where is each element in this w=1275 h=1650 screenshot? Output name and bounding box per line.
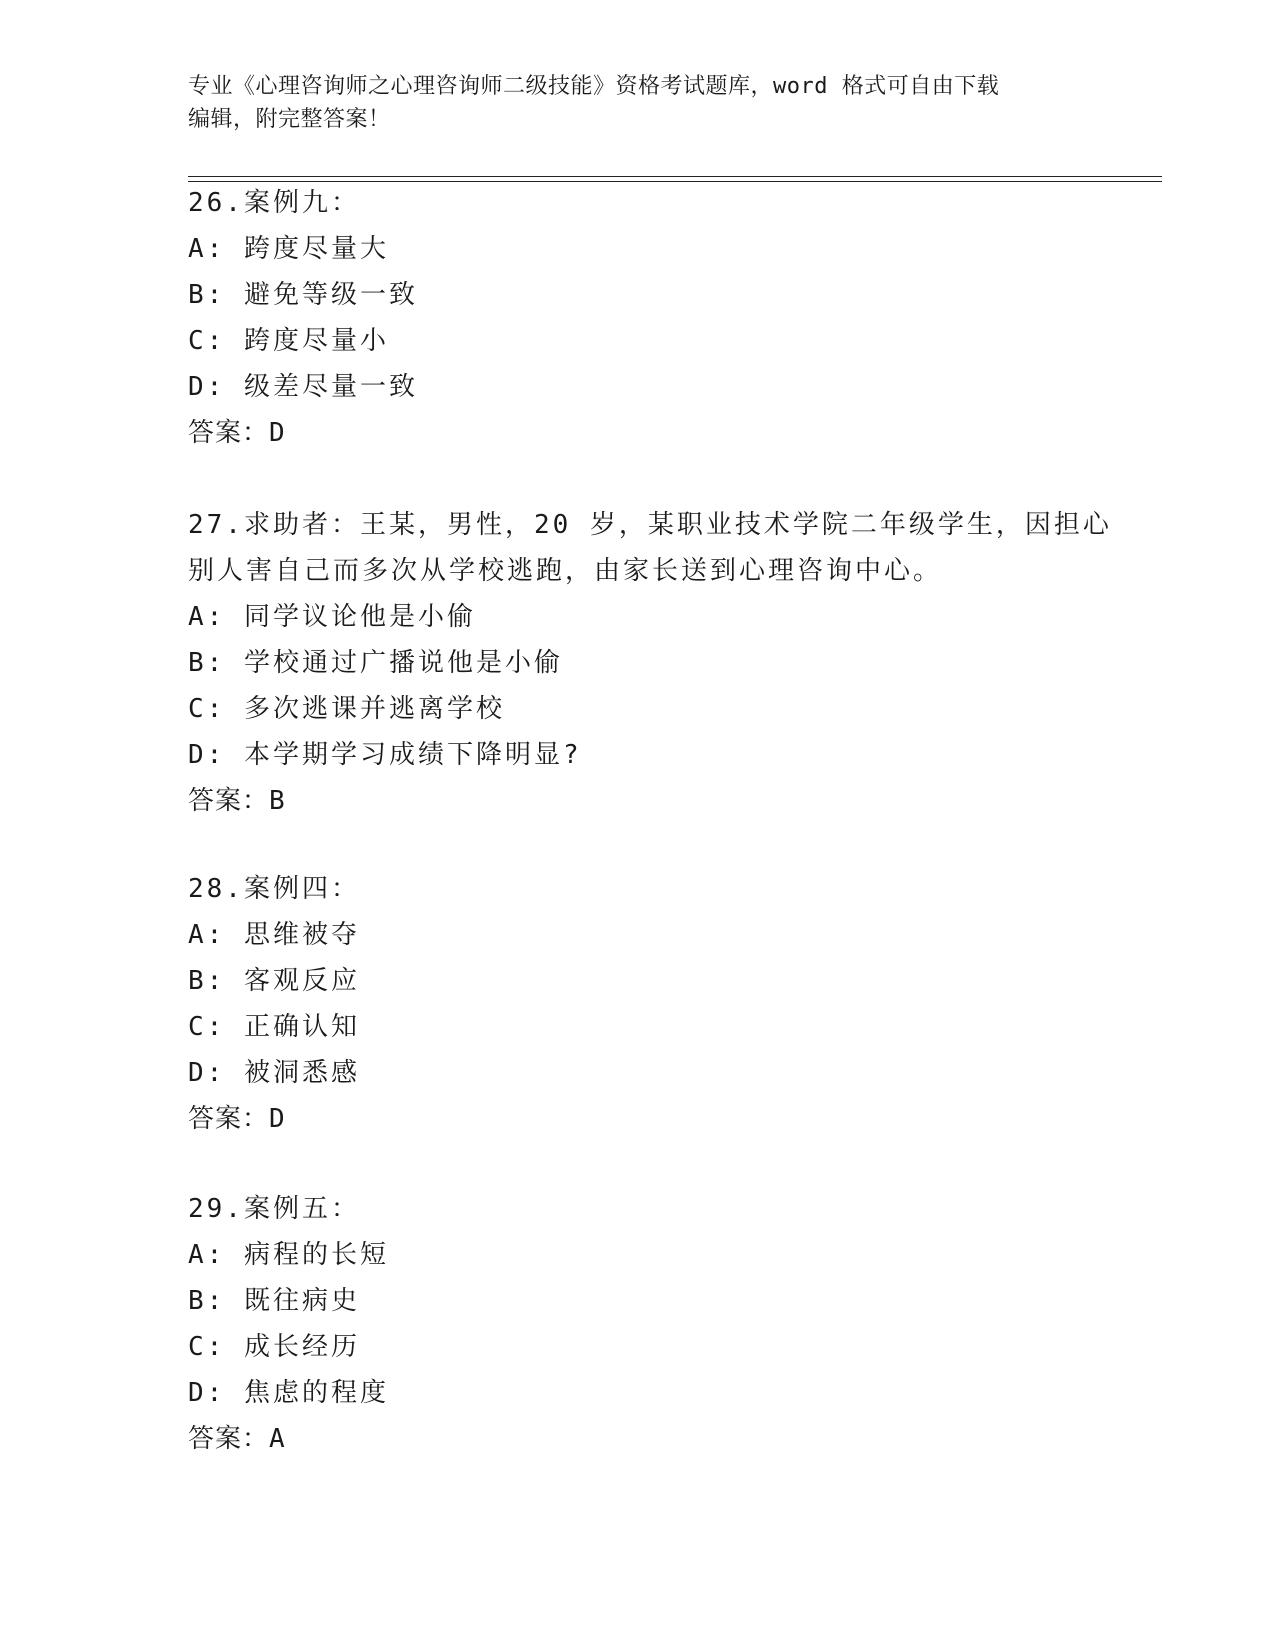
option-c: C: 跨度尽量小 [188, 326, 389, 356]
answer-line [188, 1416, 1088, 1462]
answer-value: D [269, 418, 286, 448]
option-d: D: 本学期学习成绩下降明显? [188, 740, 582, 770]
answer-label: 答案： [188, 1424, 270, 1454]
option-c: C: 成长经历 [188, 1332, 360, 1362]
option-d: D: 焦虑的程度 [188, 1378, 389, 1408]
answer-value: D [269, 1104, 286, 1134]
question-stem: 26.案例九： [188, 188, 360, 218]
question-stem-line-1: 27.求助者：王某，男性，20 岁，某职业技术学院二年级学生，因担心 [188, 510, 1112, 540]
answer-line [188, 410, 1088, 456]
question-27 [188, 502, 1112, 824]
option-a: A: 病程的长短 [188, 1240, 389, 1270]
option-b: B: 避免等级一致 [188, 280, 418, 310]
question-28 [188, 866, 1088, 1142]
answer-label: 答案： [188, 786, 270, 816]
answer-label: 答案： [188, 1104, 270, 1134]
answer-value: B [269, 786, 286, 816]
option-a: A: 同学议论他是小偷 [188, 602, 476, 632]
document-header [188, 70, 1088, 136]
question-26 [188, 180, 1088, 456]
option-c: C: 正确认知 [188, 1012, 360, 1042]
question-stem-line-2: 别人害自己而多次从学校逃跑，由家长送到心理咨询中心。 [188, 556, 943, 586]
answer-line [188, 778, 1088, 824]
header-line-2: 编辑，附完整答案！ [188, 107, 391, 132]
option-d: D: 被洞悉感 [188, 1058, 360, 1088]
option-a: A: 跨度尽量大 [188, 234, 389, 264]
question-stem: 29.案例五： [188, 1194, 360, 1224]
answer-line [188, 1096, 1088, 1142]
answer-label: 答案： [188, 418, 270, 448]
option-d: D: 级差尽量一致 [188, 372, 418, 402]
option-b: B: 客观反应 [188, 966, 360, 996]
answer-value: A [269, 1424, 286, 1454]
option-a: A: 思维被夺 [188, 920, 360, 950]
option-b: B: 既往病史 [188, 1286, 360, 1316]
option-b: B: 学校通过广播说他是小偷 [188, 648, 563, 678]
option-c: C: 多次逃课并逃离学校 [188, 694, 505, 724]
question-stem: 28.案例四： [188, 874, 360, 904]
question-29 [188, 1186, 1088, 1462]
header-line-1: 专业《心理咨询师之心理咨询师二级技能》资格考试题库，word 格式可自由下载 [188, 74, 1000, 99]
